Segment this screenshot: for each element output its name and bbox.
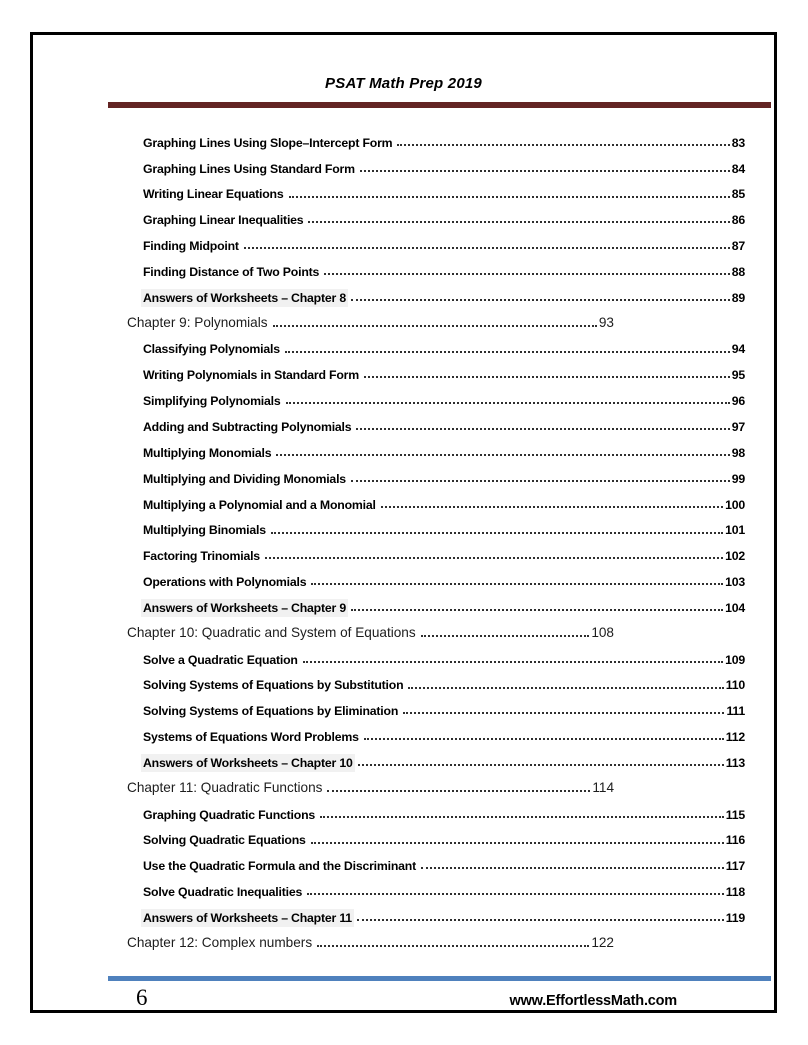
toc-section-entry (127, 539, 745, 565)
toc-entry-label: Multiplying Monomials (143, 445, 272, 460)
toc-entry-label: Finding Midpoint (143, 239, 239, 254)
toc-entry-page: 118 (725, 885, 745, 900)
toc-list (127, 125, 745, 952)
toc-entry-label: Answers of Worksheets – Chapter 8 (143, 290, 346, 305)
toc-section-entry (127, 513, 745, 539)
toc-section-entry (127, 590, 745, 616)
toc-chapter-entry (127, 306, 614, 332)
toc-entry-page: 99 (731, 471, 745, 486)
dot-leader (364, 738, 724, 740)
toc-section-entry (127, 435, 745, 461)
toc-section-entry (127, 642, 745, 668)
page-border (30, 32, 777, 1013)
dot-leader (408, 687, 723, 689)
dot-leader (307, 893, 724, 895)
toc-entry-label: Writing Linear Equations (143, 187, 284, 202)
toc-section-entry (127, 151, 745, 177)
toc-section-entry (127, 745, 745, 771)
toc-entry-label: Solve Quadratic Inequalities (143, 885, 303, 900)
dot-leader (351, 480, 730, 482)
dot-leader (381, 506, 723, 508)
dot-leader (311, 842, 724, 844)
toc-entry-page: 116 (725, 833, 745, 848)
toc-section-entry (127, 228, 745, 254)
toc-entry-page: 113 (725, 755, 745, 770)
toc-section-entry (127, 358, 745, 384)
toc-section-entry (127, 487, 745, 513)
toc-entry-page: 100 (725, 497, 745, 512)
toc-entry-label: Graphing Lines Using Standard Form (143, 161, 355, 176)
toc-section-entry (127, 409, 745, 435)
toc-section-entry (127, 849, 745, 875)
toc-entry-page: 84 (731, 161, 745, 176)
toc-entry-page: 109 (725, 652, 745, 667)
toc-entry-label: Writing Polynomials in Standard Form (143, 368, 359, 383)
toc-entry-label: Answers of Worksheets – Chapter 9 (143, 600, 346, 615)
dot-leader (273, 325, 597, 327)
dot-leader (360, 170, 730, 172)
toc-section-entry (127, 874, 745, 900)
dot-leader (421, 635, 590, 637)
toc-entry-page: 103 (725, 575, 745, 590)
dot-leader (397, 144, 729, 146)
footer-page-number: 6 (136, 985, 148, 1010)
dot-leader (317, 945, 589, 947)
toc-entry-page: 98 (731, 445, 745, 460)
toc-entry-label: Use the Quadratic Formula and the Discriminant (143, 859, 417, 874)
toc-entry-page: 88 (731, 264, 745, 279)
dot-leader (276, 454, 729, 456)
toc-entry-label: Finding Distance of Two Points (143, 264, 320, 279)
dot-leader (286, 402, 730, 404)
toc-section-entry (127, 254, 745, 280)
toc-section-entry (127, 383, 745, 409)
toc-entry-page: 119 (725, 911, 745, 926)
toc-entry-page: 87 (731, 239, 745, 254)
toc-entry-label: Solving Systems of Equations by Substitution (143, 678, 404, 693)
toc-entry-page: 96 (731, 394, 745, 409)
toc-entry-page: 101 (725, 523, 745, 538)
toc-section-entry (127, 900, 745, 926)
toc-chapter-entry (127, 926, 614, 952)
dot-leader (308, 221, 729, 223)
toc-entry-label: Chapter 12: Complex numbers (127, 935, 313, 951)
toc-entry-page: 110 (725, 678, 745, 693)
dot-leader (358, 764, 724, 766)
toc-section-entry (127, 694, 745, 720)
toc-section-entry (127, 668, 745, 694)
toc-entry-page: 94 (731, 342, 745, 357)
toc-entry-page: 115 (725, 807, 745, 822)
toc-entry-label: Operations with Polynomials (143, 575, 307, 590)
toc-entry-page: 108 (591, 625, 614, 641)
toc-section-entry (127, 177, 745, 203)
toc-section-entry (127, 280, 745, 306)
dot-leader (271, 532, 723, 534)
toc-section-entry (127, 719, 745, 745)
toc-entry-page: 111 (726, 704, 745, 719)
dot-leader (289, 196, 730, 198)
toc-entry-label: Solving Quadratic Equations (143, 833, 306, 848)
dot-leader (356, 428, 729, 430)
toc-entry-label: Graphing Lines Using Slope–Intercept Form (143, 135, 393, 150)
toc-entry-label: Systems of Equations Word Problems (143, 730, 359, 745)
toc-entry-label: Multiplying and Dividing Monomials (143, 471, 346, 486)
dot-leader (320, 816, 724, 818)
dot-leader (265, 557, 723, 559)
toc-entry-label: Adding and Subtracting Polynomials (143, 419, 352, 434)
toc-entry-page: 83 (731, 135, 745, 150)
toc-entry-label: Simplifying Polynomials (143, 394, 281, 409)
toc-entry-label: Multiplying a Polynomial and a Monomial (143, 497, 376, 512)
toc-entry-page: 114 (592, 780, 614, 796)
toc-entry-label: Chapter 10: Quadratic and System of Equations (127, 625, 416, 641)
toc-section-entry (127, 823, 745, 849)
toc-entry-page: 93 (598, 315, 614, 331)
footer-rule (108, 976, 771, 981)
toc-entry-label: Graphing Quadratic Functions (143, 807, 316, 822)
toc-entry-page: 102 (725, 549, 745, 564)
dot-leader (311, 583, 723, 585)
toc-section-entry (127, 332, 745, 358)
dot-leader (351, 609, 723, 611)
toc-entry-page: 86 (731, 213, 745, 228)
toc-entry-label: Solving Systems of Equations by Elimination (143, 704, 399, 719)
toc-entry-label: Multiplying Binomials (143, 523, 266, 538)
toc-entry-label: Solve a Quadratic Equation (143, 652, 298, 667)
dot-leader (364, 376, 730, 378)
toc-section-entry (127, 797, 745, 823)
toc-section-entry (127, 461, 745, 487)
toc-section-entry (127, 125, 745, 151)
header-rule (108, 102, 771, 108)
toc-entry-page: 85 (731, 187, 745, 202)
dot-leader (351, 299, 730, 301)
toc-entry-label: Chapter 11: Quadratic Functions (127, 780, 323, 796)
toc-entry-page: 95 (731, 368, 745, 383)
dot-leader (285, 351, 730, 353)
dot-leader (403, 712, 724, 714)
dot-leader (303, 661, 723, 663)
toc-entry-label: Answers of Worksheets – Chapter 10 (143, 755, 353, 770)
toc-entry-label: Answers of Worksheets – Chapter 11 (143, 911, 352, 926)
toc-entry-page: 97 (731, 419, 745, 434)
toc-entry-page: 117 (725, 859, 745, 874)
toc-entry-page: 104 (725, 600, 745, 615)
toc-section-entry (127, 203, 745, 229)
toc-entry-label: Graphing Linear Inequalities (143, 213, 304, 228)
toc-entry-label: Chapter 9: Polynomials (127, 315, 268, 331)
toc-section-entry (127, 564, 745, 590)
toc-chapter-entry (127, 771, 614, 797)
dot-leader (357, 919, 724, 921)
toc-entry-page: 89 (731, 290, 745, 305)
page-title: PSAT Math Prep 2019 (325, 75, 482, 92)
toc-entry-page: 112 (725, 730, 745, 745)
footer-website: www.EffortlessMath.com (509, 993, 677, 1009)
toc-entry-page: 122 (591, 935, 614, 951)
dot-leader (421, 867, 724, 869)
toc-entry-label: Factoring Trinomials (143, 549, 260, 564)
dot-leader (324, 273, 730, 275)
dot-leader (327, 790, 590, 792)
toc-chapter-entry (127, 616, 614, 642)
toc-entry-label: Classifying Polynomials (143, 342, 280, 357)
dot-leader (244, 247, 730, 249)
